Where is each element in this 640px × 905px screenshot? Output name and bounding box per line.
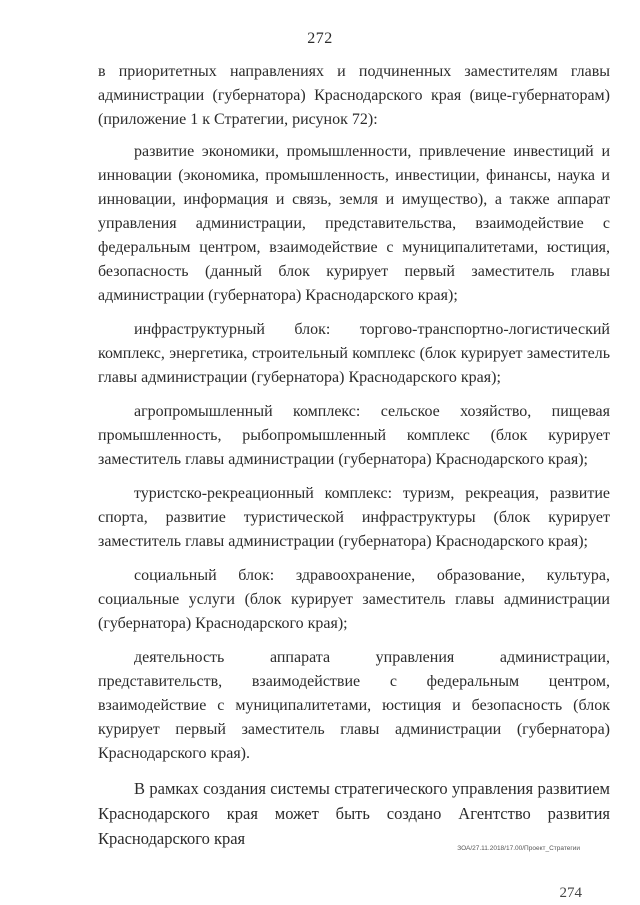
list-item: инфраструктурный блок: торгово-транспортно-логистический комплекс, энергетика, строительный комплекс (блок курирует заместитель главы администрации (губернатора) Краснодарского края); bbox=[98, 321, 610, 386]
next-page-number: 274 bbox=[559, 885, 582, 901]
intro-paragraph: в приоритетных направлениях и подчиненных заместителям главы администрации (губернатора) Краснодарского края (вице-губернаторам) (приложение 1 к Стратегии, рисунок 72): bbox=[98, 63, 610, 128]
list-item: агропромышленный комплекс: сельское хозяйство, пищевая промышленность, рыбопромышленный комплекс (блок курирует заместитель главы администрации (губернатора) Краснодарского края); bbox=[98, 403, 610, 468]
body-text bbox=[98, 60, 610, 851]
list-item: деятельность аппарата управления администрации, представительств, взаимодействие с федеральным центром, взаимодействие с муниципалитетами, юстиция и безопасность (блок курирует первый заместитель главы администрации (губернатора) Краснодарского края). bbox=[98, 649, 610, 762]
list-item: туристско-рекреационный комплекс: туризм, рекреация, развитие спорта, развитие туристической инфраструктуры (блок курирует заместитель главы администрации (губернатора) Краснодарского края); bbox=[98, 485, 610, 550]
page-number: 272 bbox=[307, 30, 333, 47]
document-code: ЗОА/27.11.2018/17.00/Проект_Стратегии bbox=[457, 845, 580, 852]
list-item: социальный блок: здравоохранение, образование, культура, социальные услуги (блок курирует заместитель главы администрации (губернатора) Краснодарского края); bbox=[98, 567, 610, 632]
closing-paragraph: В рамках создания системы стратегического управления развитием Краснодарского края может быть создано Агентство развития Краснодарского края bbox=[98, 779, 610, 848]
list-item: развитие экономики, промышленности, привлечение инвестиций и инновации (экономика, промышленность, инвестиции, финансы, наука и инновации, информация и связь, земля и имущество), а также аппарат управления администрации, представительства, взаимодействие с федеральным центром, взаимодействие с муниципалитетами, юстиция, безопасность (данный блок курирует первый заместитель главы администрации (губернатора) Краснодарского края); bbox=[98, 143, 610, 304]
